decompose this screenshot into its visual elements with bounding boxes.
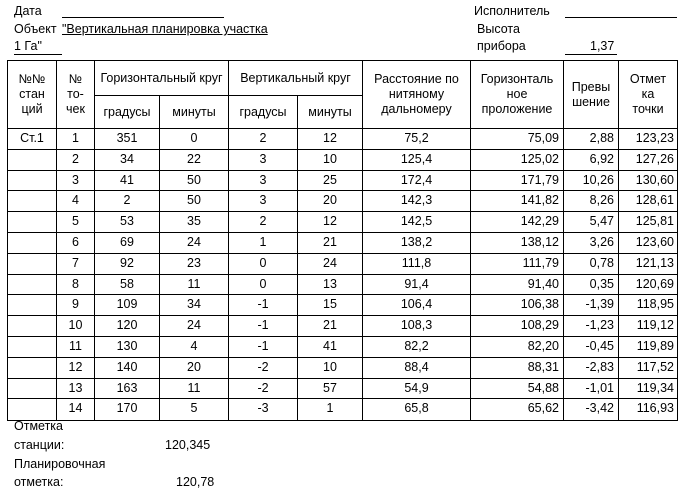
object-label: Объект	[14, 22, 57, 36]
cell-point: 6	[72, 235, 79, 249]
cell-point: 11	[69, 339, 82, 353]
cell-horiz: 138,12	[520, 235, 559, 249]
header-hmin: минуты	[172, 104, 216, 119]
cell-vmin: 15	[323, 297, 337, 311]
cell-vmin: 10	[323, 152, 337, 166]
plan-mark-value: 120,78	[176, 475, 215, 489]
cell-excess: 10,26	[582, 173, 614, 187]
row-divider	[7, 232, 678, 233]
object-value-cont: 1 Га"	[14, 39, 42, 53]
cell-vmin: 24	[323, 256, 337, 270]
row-divider	[7, 190, 678, 191]
cell-excess: 6,92	[589, 152, 614, 166]
cell-excess: -1,01	[585, 381, 614, 395]
row-divider	[7, 170, 678, 171]
cell-hdeg: 351	[116, 131, 138, 145]
cell-vmin: 57	[323, 381, 337, 395]
row-divider	[7, 211, 678, 212]
cell-mark: 128,61	[635, 193, 674, 207]
header-bottom-line	[7, 128, 678, 129]
cell-hdeg: 163	[116, 381, 138, 395]
cell-hdeg: 41	[120, 173, 134, 187]
cell-horiz: 111,79	[522, 256, 559, 270]
header-station: №№ стан ций	[18, 72, 46, 116]
date-label: Дата	[14, 4, 42, 18]
cell-hdeg: 34	[120, 152, 134, 166]
cell-excess: 3,26	[589, 235, 614, 249]
cell-hmin: 22	[187, 152, 201, 166]
cell-vdeg: 1	[259, 235, 267, 249]
plan-mark-label-2: отметка:	[14, 475, 64, 489]
cell-vdeg: 3	[259, 173, 267, 187]
row-divider	[7, 294, 678, 295]
row-divider	[7, 149, 678, 150]
cell-excess: 5,47	[589, 214, 614, 228]
cell-mark: 123,60	[635, 235, 674, 249]
object-value: "Вертикальная планировка участка	[62, 22, 268, 36]
object-underline	[14, 54, 62, 55]
cell-mark: 117,52	[636, 360, 674, 374]
cell-horiz: 91,40	[527, 277, 559, 291]
row-divider	[7, 274, 678, 275]
cell-horiz: 106,38	[520, 297, 559, 311]
row-divider	[7, 357, 678, 358]
cell-vdeg: 2	[259, 131, 267, 145]
cell-hmin: 24	[187, 318, 201, 332]
header-mark: Отмет ка точки	[629, 72, 667, 116]
cell-dist: 142,3	[400, 193, 433, 207]
cell-hdeg: 130	[116, 339, 138, 353]
cell-excess: -3,42	[585, 401, 614, 415]
cell-vmin: 25	[323, 173, 337, 187]
cell-mark: 119,12	[636, 318, 674, 332]
cell-dist: 75,2	[404, 131, 429, 145]
executor-label: Исполнитель	[474, 4, 550, 18]
header-vmin: минуты	[308, 104, 352, 119]
height-label-2: прибора	[477, 39, 526, 53]
cell-hmin: 5	[190, 401, 198, 415]
cell-vmin: 10	[323, 360, 337, 374]
cell-hmin: 23	[187, 256, 201, 270]
cell-mark: 130,60	[635, 173, 674, 187]
cell-hdeg: 58	[120, 277, 134, 291]
cell-dist: 91,4	[404, 277, 429, 291]
row-divider	[7, 336, 678, 337]
cell-mark: 118,95	[636, 297, 674, 311]
header-vcircle: Вертикальный круг	[240, 70, 351, 85]
cell-point: 1	[72, 131, 79, 145]
cell-excess: -2,83	[585, 360, 614, 374]
cell-vmin: 1	[326, 401, 334, 415]
cell-horiz: 65,62	[527, 401, 559, 415]
cell-point: 10	[68, 318, 83, 332]
cell-hdeg: 140	[116, 360, 138, 374]
cell-horiz: 108,29	[520, 318, 559, 332]
cell-dist: 54,9	[404, 381, 429, 395]
cell-horiz: 142,29	[520, 214, 559, 228]
header-hcircle: Горизонтальный круг	[100, 70, 223, 85]
cell-horiz: 171,79	[520, 173, 559, 187]
cell-point: 3	[72, 173, 79, 187]
cell-point: 13	[68, 381, 83, 395]
row-divider	[7, 378, 678, 379]
cell-dist: 138,2	[400, 235, 433, 249]
cell-vdeg: -2	[257, 381, 269, 395]
header-point: № то- чек	[66, 72, 85, 116]
cell-vdeg: -2	[257, 360, 269, 374]
cell-vmin: 21	[323, 235, 337, 249]
cell-mark: 121,13	[635, 256, 674, 270]
cell-dist: 82,2	[404, 339, 429, 353]
plan-mark-label-1: Планировочная	[14, 457, 106, 471]
cell-hmin: 20	[187, 360, 201, 374]
cell-vmin: 12	[323, 131, 337, 145]
cell-hmin: 24	[187, 235, 201, 249]
cell-excess: -1,23	[585, 318, 614, 332]
cell-dist: 88,4	[404, 360, 429, 374]
header-distance: Расстояние по нитяному дальномеру	[374, 72, 459, 116]
cell-point: 4	[72, 193, 79, 207]
cell-hmin: 50	[187, 173, 201, 187]
cell-mark: 119,34	[636, 381, 674, 395]
cell-vdeg: 3	[259, 152, 267, 166]
cell-excess: 2,88	[589, 131, 614, 145]
cell-hmin: 11	[187, 277, 201, 291]
cell-point: 5	[72, 214, 79, 228]
header-vdeg: градусы	[239, 104, 287, 119]
cell-hdeg: 170	[116, 401, 138, 415]
executor-field[interactable]	[565, 17, 677, 18]
cell-dist: 125,4	[400, 152, 433, 166]
cell-point: 7	[72, 256, 79, 270]
cell-horiz: 88,31	[527, 360, 559, 374]
cell-hdeg: 69	[120, 235, 134, 249]
cell-vdeg: -3	[257, 401, 269, 415]
height-label-1: Высота	[477, 22, 520, 36]
station-mark-label-2: станции:	[14, 438, 65, 452]
height-underline	[565, 54, 617, 55]
cell-vdeg: 0	[259, 277, 267, 291]
cell-excess: 0,78	[589, 256, 614, 270]
cell-point: 9	[72, 297, 79, 311]
cell-excess: 8,26	[589, 193, 614, 207]
cell-vdeg: 2	[259, 214, 267, 228]
cell-point: 8	[72, 277, 79, 291]
cell-hmin: 35	[187, 214, 201, 228]
height-value: 1,37	[590, 39, 615, 53]
header-hdeg: градусы	[103, 104, 151, 119]
cell-mark: 125,81	[635, 214, 674, 228]
cell-vmin: 13	[323, 277, 337, 291]
station-mark-value: 120,345	[165, 438, 211, 452]
cell-horiz: 82,20	[527, 339, 559, 353]
cell-hmin: 11	[187, 381, 201, 395]
cell-hdeg: 2	[123, 193, 131, 207]
date-field[interactable]	[62, 17, 224, 18]
cell-vmin: 21	[323, 318, 337, 332]
row-divider	[7, 315, 678, 316]
cell-horiz: 54,88	[527, 381, 559, 395]
cell-dist: 106,4	[400, 297, 433, 311]
cell-vdeg: -1	[257, 318, 269, 332]
cell-dist: 172,4	[400, 173, 433, 187]
cell-mark: 120,69	[635, 277, 674, 291]
cell-hdeg: 109	[116, 297, 138, 311]
cell-hmin: 50	[187, 193, 201, 207]
row-divider	[7, 398, 678, 399]
cell-mark: 127,26	[635, 152, 674, 166]
col-line-10	[677, 60, 678, 421]
cell-vdeg: 0	[259, 256, 267, 270]
table-border-bottom	[7, 420, 678, 421]
cell-hdeg: 53	[120, 214, 134, 228]
cell-mark: 116,93	[636, 401, 674, 415]
header-excess: Превы шение	[571, 79, 611, 109]
cell-dist: 108,3	[400, 318, 433, 332]
cell-hdeg: 92	[120, 256, 134, 270]
cell-excess: -1,39	[585, 297, 614, 311]
cell-vdeg: -1	[257, 297, 269, 311]
cell-horiz: 141,82	[520, 193, 559, 207]
cell-vdeg: -1	[257, 339, 269, 353]
cell-horiz: 75,09	[527, 131, 559, 145]
cell-hmin: 4	[190, 339, 198, 353]
cell-station: Ст.1	[20, 131, 44, 145]
cell-hmin: 0	[190, 131, 198, 145]
cell-hmin: 34	[187, 297, 201, 311]
cell-vmin: 20	[323, 193, 337, 207]
cell-vmin: 12	[323, 214, 337, 228]
cell-dist: 65,8	[404, 401, 429, 415]
cell-horiz: 125,02	[520, 152, 559, 166]
cell-mark: 119,89	[636, 339, 674, 353]
cell-excess: 0,35	[589, 277, 614, 291]
cell-vmin: 41	[323, 339, 337, 353]
row-divider	[7, 253, 678, 254]
cell-excess: -0,45	[585, 339, 614, 353]
cell-vdeg: 3	[259, 193, 267, 207]
header-horizontal: Горизонталь ное проложение	[480, 72, 554, 116]
cell-point: 2	[72, 152, 79, 166]
cell-point: 12	[68, 360, 83, 374]
cell-dist: 142,5	[400, 214, 433, 228]
station-mark-label-1: Отметка	[14, 419, 63, 433]
cell-dist: 111,8	[401, 256, 432, 270]
cell-point: 14	[68, 401, 83, 415]
cell-mark: 123,23	[635, 131, 674, 145]
cell-hdeg: 120	[116, 318, 138, 332]
